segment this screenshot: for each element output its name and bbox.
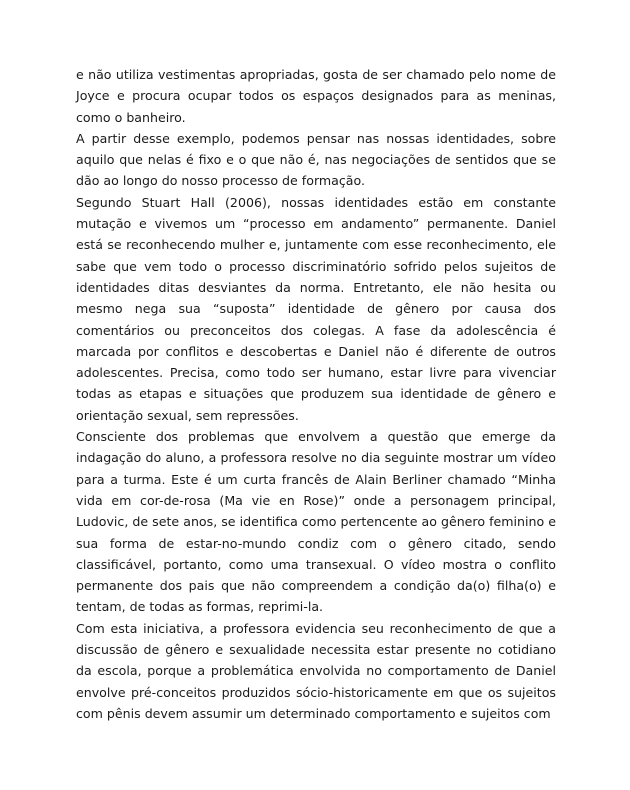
paragraph-4: Consciente dos problemas que envolvem a questão que emerge da indagação do aluno, a professora resolve no dia seguinte mostrar um vídeo para a turma. Este é um curta francês de Alain Berliner chamado “Minha vida em cor-de-rosa (Ma vie en Rose)” onde a personagem principal, Ludovic, de sete anos, se identifica como pertencente ao gênero feminino e sua forma de estar-no-mundo condiz com o gênero citado, sendo classificável, portanto, como uma transexual. O vídeo mostra o conflito permanente dos pais que não compreendem a condição da(o) filha(o) e tentam, de todas as formas, reprimi-la. <box>76 429 556 615</box>
paragraph-5: Com esta iniciativa, a professora evidencia seu reconhecimento de que a discussão de gênero e sexualidade necessita estar presente no cotidiano da escola, porque a problemática envolvida no comportamento de Daniel envolve pré-conceitos produzidos sócio-historicamente em que os sujeitos com pênis devem assumir um determinado comportamento e sujeitos com <box>76 620 556 721</box>
paragraph-1: e não utiliza vestimentas apropriadas, gosta de ser chamado pelo nome de Joyce e procura ocupar todos os espaços designados para as meninas, como o banheiro. <box>76 67 556 125</box>
document-page <box>76 64 556 724</box>
paragraph-3: Segundo Stuart Hall (2006), nossas identidades estão em constante mutação e vivemos um “processo em andamento” permanente. Daniel está se reconhecendo mulher e, juntamente com esse reconhecimento, ele sabe que vem todo o processo discriminatório sofrido pelos sujeitos de identidades ditas desviantes da norma. Entretanto, ele não hesita ou mesmo nega sua “suposta” identidade de gênero por causa dos comentários ou preconceitos dos colegas. A fase da adolescência é marcada por conflitos e descobertas e Daniel não é diferente de outros adolescentes. Precisa, como todo ser humano, estar livre para vivenciar todas as etapas e situações que produzem sua identidade de gênero e orientação sexual, sem repressões. <box>76 194 556 423</box>
paragraph-2: A partir desse exemplo, podemos pensar nas nossas identidades, sobre aquilo que nelas é fixo e o que não é, nas negociações de sentidos que se dão ao longo do nosso processo de formação. <box>76 130 556 189</box>
